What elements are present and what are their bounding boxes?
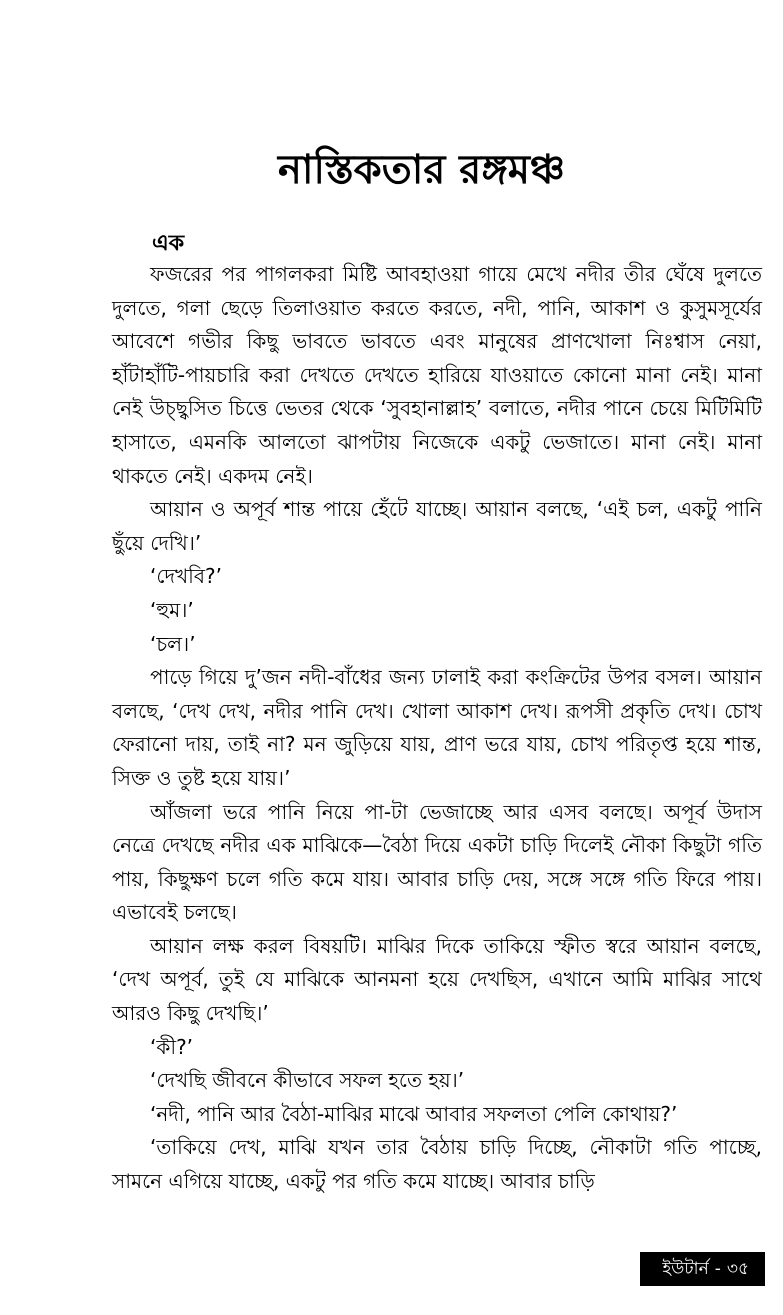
paragraph: আঁজলা ভরে পানি নিয়ে পা-টা ভেজাচ্ছে আর এসব বলছে। অপূর্ব উদাস নেত্রে দেখছে নদীর এক মাঝিকে—বৈঠা দিয়ে একটা চাড়ি দিলেই নৌকা কিছুটা গতি পায়, কিছুক্ষণ চলে গতি কমে যায়। আবার চাড়ি দেয়, সঙ্গে সঙ্গে গতি ফিরে পায়। এভাবেই চলছে। [112, 799, 762, 925]
dialogue-line: ‘কী?’ [150, 1034, 194, 1059]
dialogue-line: ‘চল।’ [150, 631, 196, 656]
footer-separator: - [714, 1259, 721, 1279]
dialogue-line: ‘হুম।’ [150, 597, 194, 622]
body-text [112, 258, 762, 1199]
dialogue-line: ‘নদী, পানি আর বৈঠা-মাঝির মাঝে আবার সফলতা পেলি কোথায়?’ [150, 1101, 678, 1126]
paragraph: ‘তাকিয়ে দেখ, মাঝি যখন তার বৈঠায় চাড়ি দিচ্ছে, নৌকাটা গতি পাচ্ছে, সামনে এগিয়ে যাচ্ছে, একটু পর গতি কমে যাচ্ছে। আবার চাড়ি [112, 1135, 762, 1194]
dialogue-line: ‘দেখবি?’ [150, 564, 222, 589]
paragraph: ফজরের পর পাগলকরা মিষ্টি আবহাওয়া গায়ে মেখে নদীর তীর ঘেঁষে দুলতে দুলতে, গলা ছেড়ে তিলাওয়াত করতে করতে, নদী, পানি, আকাশ ও কুসুমসূর্যের আবেশে গভীর কিছু ভাবতে ভাবতে এবং মানুষের প্রাণখোলা নিঃশ্বাস নেয়া, হাঁটাহাঁটি-পায়চারি করা দেখতে দেখতে হারিয়ে যাওয়াতে কোনো মানা নেই। মানা নেই উচ্ছ্বসিত চিত্তে ভেতর থেকে ‘সুবহানাল্লাহ’ বলাতে, নদীর পানে চেয়ে মিটিমিটি হাসাতে, এমনকি আলতো ঝাপটায় নিজেকে একটু ভেজাতে। মানা নেই। মানা থাকতে নেই। একদম নেই। [112, 262, 762, 488]
chapter-title: নাস্তিকতার রঙ্গমঞ্চ [278, 147, 565, 193]
section-heading: এক [152, 231, 185, 256]
page-footer [640, 1252, 765, 1286]
footer-book-name: ইউটার্ন [662, 1259, 709, 1279]
paragraph: আয়ান লক্ষ করল বিষয়টি। মাঝির দিকে তাকিয়ে স্ফীত স্বরে আয়ান বলছে, ‘দেখ অপূর্ব, তুই যে মাঝিকে আনমনা হয়ে দেখছিস, এখানে আমি মাঝির সাথে আরও কিছু দেখছি।’ [112, 933, 762, 1026]
dialogue-line: ‘দেখছি জীবনে কীভাবে সফল হতে হয়।’ [150, 1068, 465, 1093]
paragraph: পাড়ে গিয়ে দু’জন নদী-বাঁধের জন্য ঢালাই করা কংক্রিটের উপর বসল। আয়ান বলছে, ‘দেখ দেখ, নদীর পানি দেখ। খোলা আকাশ দেখ। রূপসী প্রকৃতি দেখ। চোখ ফেরানো দায়, তাই না? মন জুড়িয়ে যায়, প্রাণ ভরে যায়, চোখ পরিতৃপ্ত হয়ে শান্ত, সিক্ত ও তুষ্ট হয়ে যায়।’ [112, 665, 762, 790]
page-number: ৩৫ [726, 1259, 749, 1279]
paragraph: আয়ান ও অপূর্ব শান্ত পায়ে হেঁটে যাচ্ছে। আয়ান বলছে, ‘এই চল, একটু পানি ছুঁয়ে দেখি।’ [112, 497, 762, 555]
